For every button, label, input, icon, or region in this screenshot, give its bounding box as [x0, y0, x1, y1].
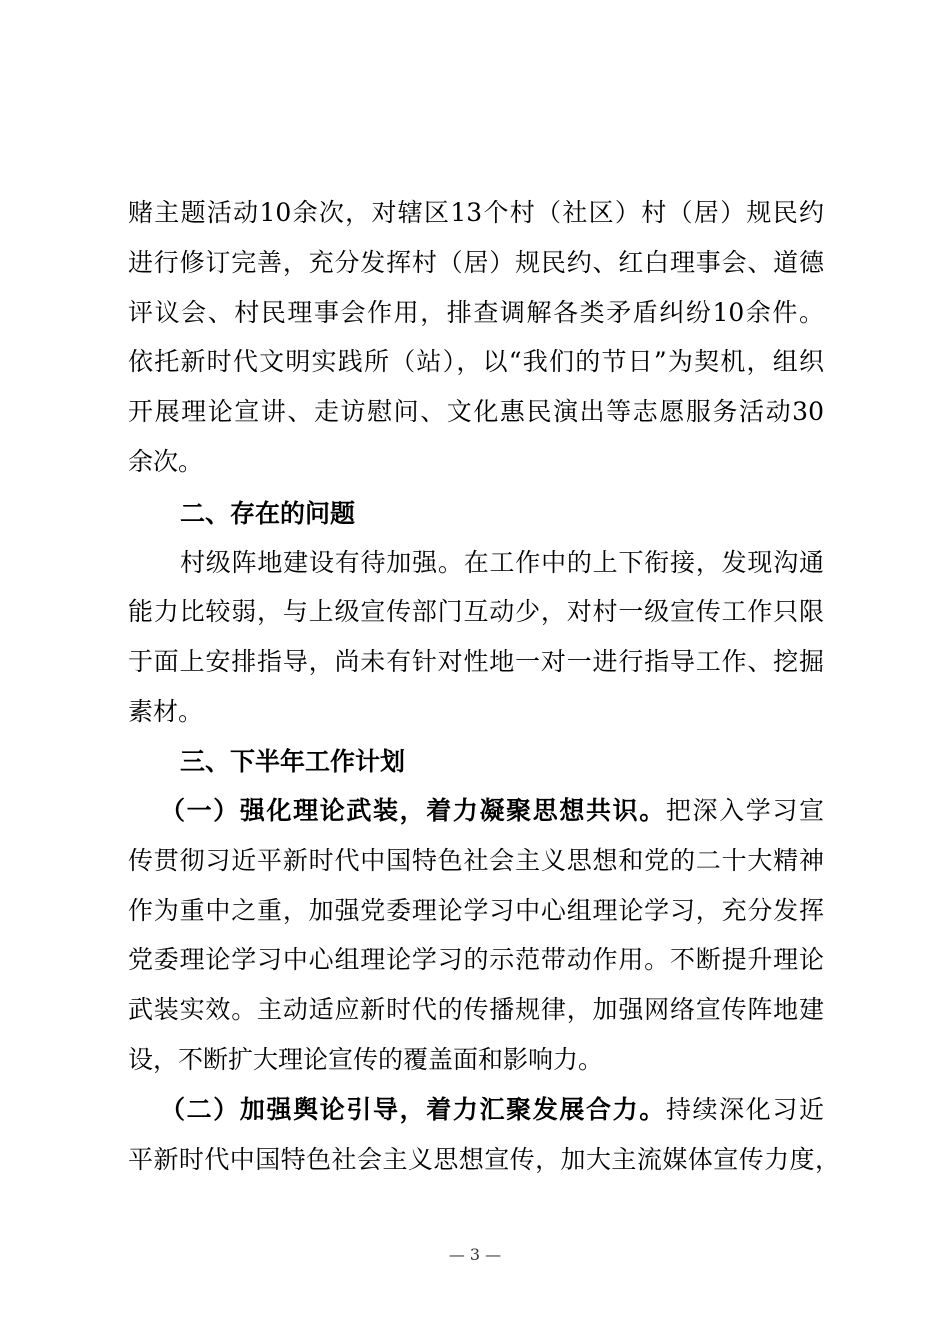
- body-text-line: 赌主题活动10余次，对辖区13个村（社区）村（居）规民约: [128, 198, 824, 227]
- body-text-line: 村级阵地建设有待加强。在工作中的上下衔接，发现沟通: [180, 548, 824, 577]
- body-text-line: 进行修订完善，充分发挥村（居）规民约、红白理事会、道德: [128, 248, 824, 277]
- body-text-line: 素材。: [128, 697, 204, 726]
- section-heading: 三、下半年工作计划: [180, 747, 406, 776]
- subsection-heading: （二）加强舆论引导，着力汇聚发展合力。: [160, 1095, 666, 1124]
- body-text-line: 能力比较弱，与上级宣传部门互动少，对村一级宣传工作只限: [128, 597, 824, 626]
- body-text-line: 余次。: [128, 447, 204, 476]
- body-text-line: [160, 1093, 824, 1127]
- body-text-line: 依托新时代文明实践所（站），以“我们的节日”为契机，组织: [128, 347, 824, 376]
- body-text-line: 传贯彻习近平新时代中国特色社会主义思想和党的二十大精神: [128, 846, 824, 875]
- body-text-line: 评议会、村民理事会作用，排查调解各类矛盾纠纷10余件。: [128, 298, 824, 327]
- subsection-heading: （一）强化理论武装，着力凝聚思想共识。: [160, 796, 666, 825]
- body-text-line: [160, 794, 824, 828]
- body-text-line: 作为重中之重，加强党委理论学习中心组理论学习，充分发挥: [128, 896, 824, 925]
- body-text-line: 于面上安排指导，尚未有针对性地一对一进行指导工作、挖掘: [128, 647, 824, 676]
- section-heading: 二、存在的问题: [180, 499, 356, 528]
- body-text-line: 开展理论宣讲、走访慰问、文化惠民演出等志愿服务活动30: [128, 397, 824, 426]
- body-text-line: 党委理论学习中心组理论学习的示范带动作用。不断提升理论: [128, 945, 824, 974]
- body-text-line: 平新时代中国特色社会主义思想宣传，加大主流媒体宣传力度，: [128, 1145, 840, 1174]
- body-text-line: 设，不断扩大理论宣传的覆盖面和影响力。: [128, 1045, 604, 1074]
- body-text: 持续深化习近: [665, 1095, 824, 1124]
- body-text-line: 武装实效。主动适应新时代的传播规律，加强网络宣传阵地建: [128, 995, 824, 1024]
- body-text: 把深入学习宣: [665, 796, 824, 825]
- page-number: — 3 —: [448, 1245, 502, 1264]
